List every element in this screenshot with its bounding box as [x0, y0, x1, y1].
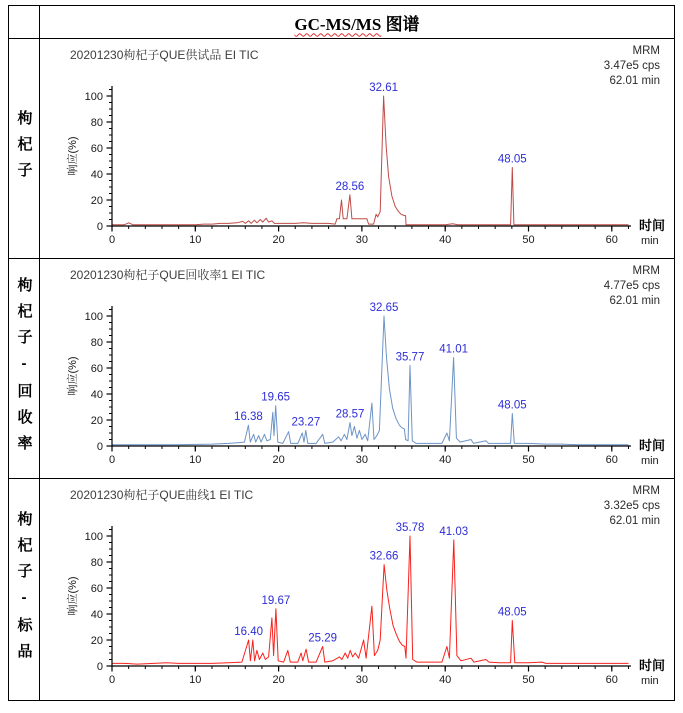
chromatogram-plot-recovery: [40, 259, 674, 478]
x-tick-label: 30: [355, 234, 369, 246]
table-header-cell: [39, 6, 674, 38]
y-tick-label: 20: [90, 415, 103, 427]
intensity-scale: 4.77e5 cps: [603, 279, 660, 292]
peak-label: 16.40: [234, 626, 264, 638]
acquisition-mode: MRM: [632, 265, 660, 277]
chart-info-recovery: [604, 264, 660, 309]
chromatogram-plot-standard: [40, 479, 674, 699]
y-tick-label: 0: [96, 441, 103, 453]
axes: [112, 86, 631, 226]
peak-label: 35.78: [395, 522, 425, 534]
x-tick-label: 50: [522, 234, 535, 246]
row-label-cell-sample: [9, 38, 39, 258]
peak-label: 32.65: [369, 302, 399, 314]
x-tick-label: 20: [272, 234, 285, 246]
y-tick-label: 40: [90, 389, 103, 401]
row-label-standard: 枸杞子-标品: [15, 510, 33, 669]
chart-title-standard: 20201230枸杞子QUE曲线1 EI TIC: [70, 488, 254, 502]
peak-label: 48.05: [497, 606, 527, 619]
x-tick-label: 40: [439, 234, 452, 246]
table-title: [294, 10, 419, 35]
chromatogram-plot-sample: [40, 39, 674, 258]
x-tick-label: 0: [108, 674, 116, 686]
chart-title-recovery: 20201230枸杞子QUE回收率1 EI TIC: [70, 268, 266, 282]
x-tick-label: 30: [355, 674, 369, 686]
y-tick-label: 60: [90, 143, 103, 155]
row-label-recovery: 枸杞子-回收率: [15, 276, 33, 461]
x-tick-label: 40: [439, 454, 452, 466]
y-tick-label: 100: [84, 311, 103, 323]
x-axis-unit: min: [640, 235, 659, 247]
run-time: 62.01 min: [609, 74, 660, 87]
x-axis-title: 时间: [638, 218, 665, 233]
x-tick-label: 10: [189, 674, 202, 686]
y-axis-title: 响应(%): [67, 136, 79, 176]
chart-cell-sample: [39, 38, 674, 258]
x-tick-label: 10: [189, 234, 202, 246]
x-tick-label: 50: [522, 454, 535, 466]
chart-cell-standard: [39, 478, 674, 700]
peak-label: 35.77: [395, 351, 425, 364]
row-label-cell-recovery: [9, 258, 39, 478]
run-time: 62.01 min: [609, 294, 660, 307]
x-tick-label: 10: [189, 454, 202, 466]
y-tick-label: 40: [90, 169, 103, 181]
run-time: 62.01 min: [609, 514, 660, 527]
peak-label: 32.66: [369, 550, 399, 563]
peak-label: 28.57: [335, 408, 365, 421]
y-tick-label: 60: [90, 363, 103, 375]
x-axis-unit: min: [640, 455, 659, 467]
y-tick-label: 100: [84, 531, 103, 543]
chart-info-standard: [604, 484, 660, 529]
peak-label: 32.61: [369, 82, 399, 94]
acquisition-mode: MRM: [632, 45, 660, 57]
y-tick-label: 60: [90, 583, 103, 595]
y-tick-label: 20: [90, 195, 103, 207]
x-axis-unit: min: [640, 675, 659, 687]
header-corner-cell: [9, 6, 39, 38]
peak-label: 48.05: [497, 153, 527, 166]
peak-label: 19.67: [261, 594, 291, 607]
x-tick-label: 60: [605, 674, 618, 686]
axes: [112, 526, 631, 666]
y-tick-label: 20: [90, 635, 103, 647]
peak-label: 48.05: [497, 399, 527, 412]
x-tick-label: 20: [272, 454, 285, 466]
x-tick-label: 0: [108, 454, 116, 466]
chart-title-sample: 20201230枸杞子QUE供试品 EI TIC: [70, 48, 259, 62]
trace-line: [112, 316, 629, 445]
y-tick-label: 80: [90, 557, 103, 569]
y-tick-label: 100: [84, 91, 103, 103]
y-axis-title: 响应(%): [67, 576, 79, 616]
report-table: [8, 5, 675, 701]
peak-label: 41.03: [439, 525, 469, 538]
table-title-en: GC-MS/MS: [294, 14, 382, 34]
x-tick-label: 60: [605, 454, 618, 466]
x-tick-label: 20: [272, 674, 285, 686]
table-title-zh: 图谱: [381, 14, 420, 34]
row-label-cell-standard: [9, 478, 39, 700]
peak-label: 41.01: [439, 343, 469, 356]
acquisition-mode: MRM: [632, 485, 660, 497]
chart-info-sample: [604, 44, 660, 89]
row-label-sample: 枸杞子: [15, 109, 33, 188]
peak-label: 19.65: [261, 391, 291, 404]
y-tick-label: 80: [90, 337, 103, 349]
axes: [112, 306, 631, 446]
y-axis-title: 响应(%): [67, 356, 79, 396]
x-tick-label: 0: [108, 234, 116, 246]
intensity-scale: 3.47e5 cps: [603, 59, 660, 72]
chart-cell-recovery: [39, 258, 674, 478]
y-tick-label: 80: [90, 117, 103, 129]
y-tick-label: 0: [96, 661, 103, 673]
peak-label: 23.27: [291, 416, 321, 429]
peak-label: 16.38: [234, 411, 263, 424]
y-tick-label: 40: [90, 609, 103, 621]
peak-label: 28.56: [335, 180, 365, 193]
x-tick-label: 40: [439, 674, 452, 686]
intensity-scale: 3.32e5 cps: [603, 499, 660, 512]
x-tick-label: 60: [605, 234, 618, 246]
x-tick-label: 30: [355, 454, 369, 466]
x-tick-label: 50: [522, 674, 535, 686]
x-axis-title: 时间: [638, 438, 665, 453]
peak-label: 25.29: [308, 632, 338, 645]
y-tick-label: 0: [96, 221, 103, 233]
trace-line: [112, 96, 629, 225]
x-axis-title: 时间: [638, 658, 665, 673]
